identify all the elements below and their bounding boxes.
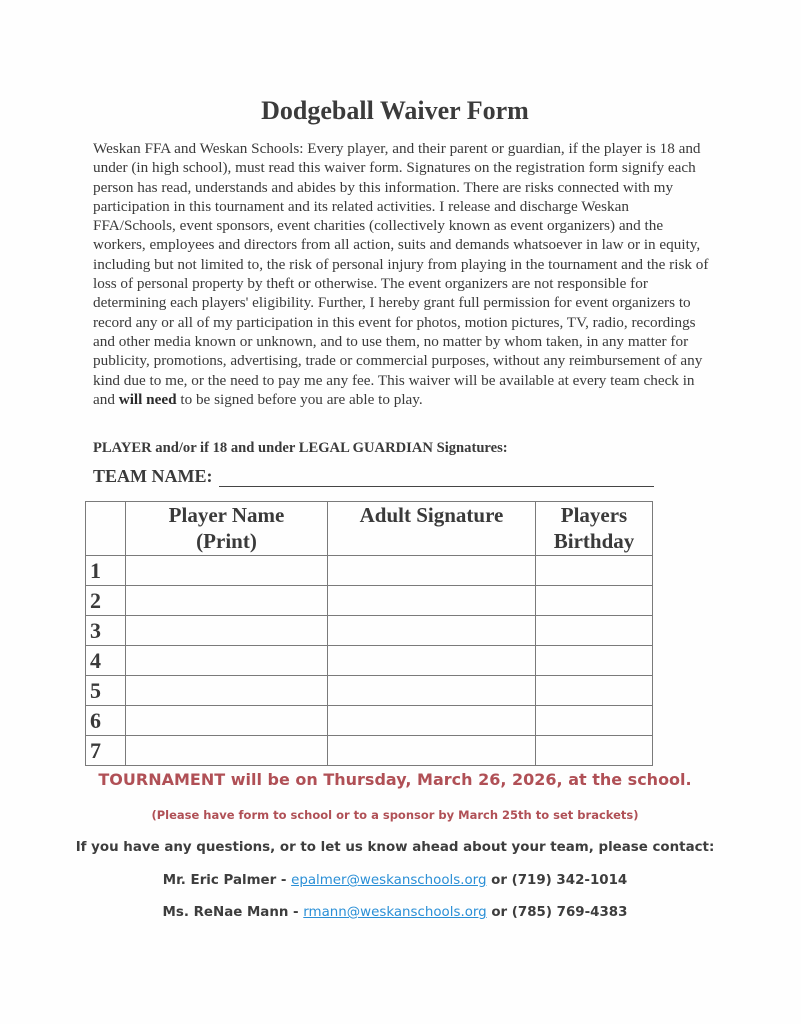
- roster-header-row: [86, 502, 653, 556]
- roster-table: [85, 501, 653, 766]
- row-number: 6: [86, 706, 126, 736]
- contact-phone: or (785) 769-4383: [486, 905, 628, 920]
- adult-signature-cell[interactable]: [328, 646, 536, 676]
- waiver-text-end: to be signed before you are able to play.: [180, 390, 423, 408]
- header-player-name: [126, 502, 328, 556]
- row-number: 2: [86, 586, 126, 616]
- table-row: [86, 556, 653, 586]
- signature-heading: PLAYER and/or if 18 and under LEGAL GUARDIAN Signatures:: [93, 440, 508, 456]
- adult-signature-cell[interactable]: [328, 556, 536, 586]
- contact-intro: If you have any questions, or to let us know ahead about your team, please contact:: [75, 840, 715, 855]
- header-number: [86, 502, 126, 556]
- header-player-name-line2: (Print): [196, 529, 257, 553]
- contact-eric-palmer: [0, 873, 790, 888]
- table-row: [86, 676, 653, 706]
- table-row: [86, 706, 653, 736]
- table-row: [86, 646, 653, 676]
- document-title: Dodgeball Waiver Form: [261, 96, 529, 125]
- deadline-notice: (Please have form to school or to a sponsor by March 25th to set brackets): [151, 808, 639, 822]
- adult-signature-cell[interactable]: [328, 586, 536, 616]
- birthday-cell[interactable]: [536, 676, 653, 706]
- header-adult-signature: Adult Signature: [328, 502, 536, 556]
- email-link[interactable]: epalmer@weskanschools.org: [291, 873, 487, 888]
- row-number: 1: [86, 556, 126, 586]
- header-birthday: [536, 502, 653, 556]
- header-birthday-line1: Players: [560, 503, 628, 527]
- email-link[interactable]: rmann@weskanschools.org: [303, 905, 487, 920]
- birthday-cell[interactable]: [536, 646, 653, 676]
- player-name-cell[interactable]: [126, 586, 328, 616]
- adult-signature-cell[interactable]: [328, 616, 536, 646]
- table-row: [86, 586, 653, 616]
- birthday-cell[interactable]: [536, 586, 653, 616]
- table-row: [86, 736, 653, 766]
- header-birthday-line2: Birthday: [553, 529, 635, 553]
- player-name-cell[interactable]: [126, 736, 328, 766]
- birthday-cell[interactable]: [536, 616, 653, 646]
- player-name-cell[interactable]: [126, 616, 328, 646]
- contact-name: Mr. Eric Palmer -: [162, 873, 292, 888]
- row-number: 4: [86, 646, 126, 676]
- adult-signature-cell[interactable]: [328, 736, 536, 766]
- team-name-label: TEAM NAME:: [93, 466, 213, 486]
- player-name-cell[interactable]: [126, 706, 328, 736]
- waiver-paragraph: [93, 139, 713, 409]
- birthday-cell[interactable]: [536, 736, 653, 766]
- team-name-field[interactable]: [219, 486, 654, 487]
- contact-name: Ms. ReNae Mann -: [162, 905, 304, 920]
- row-number: 3: [86, 616, 126, 646]
- player-name-cell[interactable]: [126, 676, 328, 706]
- birthday-cell[interactable]: [536, 556, 653, 586]
- waiver-text-emphasis: will need: [118, 390, 177, 408]
- player-name-cell[interactable]: [126, 646, 328, 676]
- birthday-cell[interactable]: [536, 706, 653, 736]
- contact-renae-mann: [0, 905, 790, 920]
- adult-signature-cell[interactable]: [328, 676, 536, 706]
- table-row: [86, 616, 653, 646]
- tournament-notice: TOURNAMENT will be on Thursday, March 26, 2026, at the school.: [98, 770, 692, 789]
- player-name-cell[interactable]: [126, 556, 328, 586]
- waiver-text-main: Weskan FFA and Weskan Schools: Every player, and their parent or guardian, if the player is 18 and under (in high school), must read this waiver form. Signatures on the registration form signify each person has read, understands and abides by this information. There are risks connected with my participation in this tournament and its related activities. I release and discharge Weskan FFA/Schools, event sponsors, event charities (collectively known as event organizers) and the workers, employees and directors from all action, suits and demands whatsoever in law or in equity, including but not limited to, the risk of personal injury from playing in the tournament and the risk of loss of personal property by theft or otherwise. The event organizers are not responsible for determining each players' eligibility. Further, I hereby grant full permission for event organizers to record any or all of my participation in this event for photos, motion pictures, TV, radio, recordings and other media known or unknown, and to use them, no matter by whom taken, in any matter for publicity, promotions, advertising, trade or commercial purposes, without any reimbursement of any kind due to me, or the need to pay me any fee. This waiver will be available at every team check in and: [93, 140, 709, 408]
- contact-phone: or (719) 342-1014: [486, 873, 628, 888]
- row-number: 7: [86, 736, 126, 766]
- header-player-name-line1: Player Name: [168, 503, 285, 527]
- team-name-row: [93, 466, 663, 492]
- adult-signature-cell[interactable]: [328, 706, 536, 736]
- row-number: 5: [86, 676, 126, 706]
